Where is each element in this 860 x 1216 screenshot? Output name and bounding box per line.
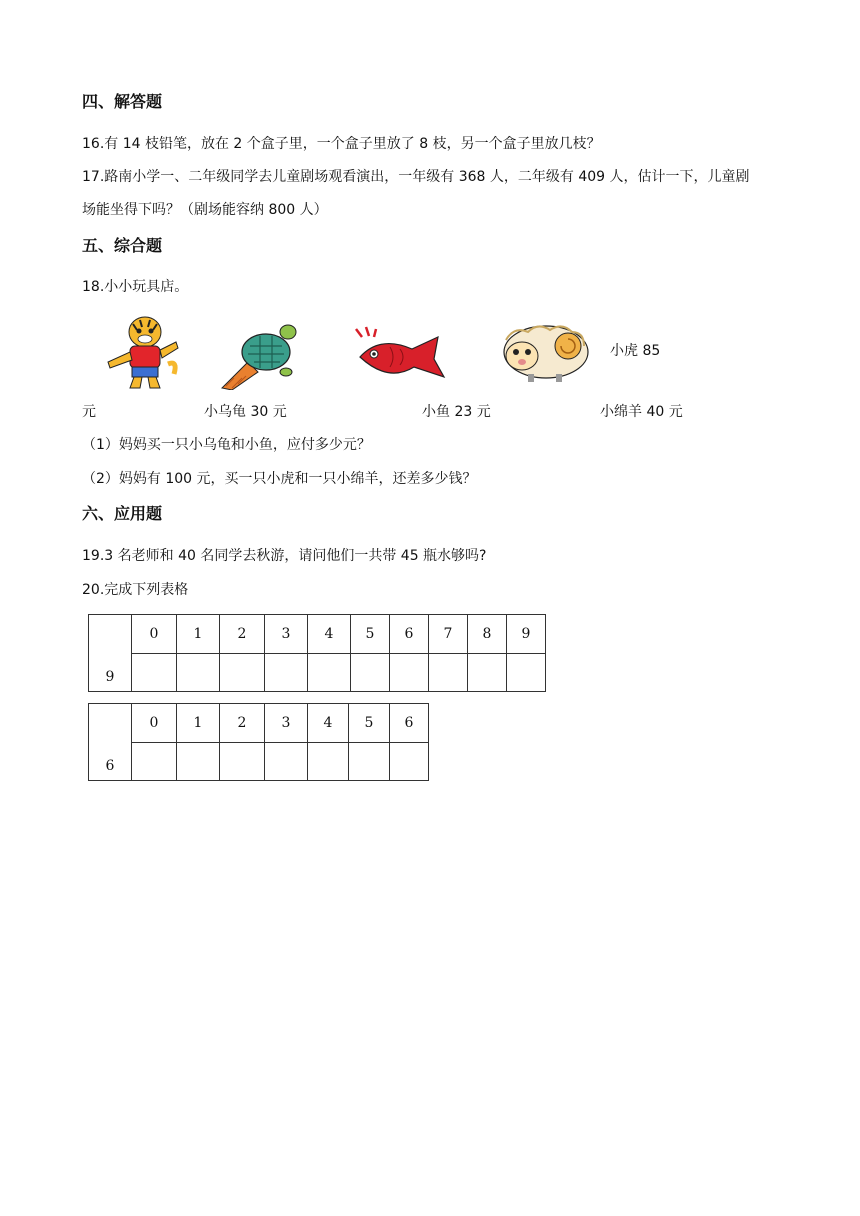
question-17-line2: 场能坐得下吗？（剧场能容纳 800 人） xyxy=(82,202,328,218)
table-header-cell: 1 xyxy=(177,704,220,743)
answer-cell[interactable] xyxy=(349,742,390,781)
answer-cell[interactable] xyxy=(351,653,390,692)
question-16: 16.有 14 枝铅笔，放在 2 个盒子里，一个盒子里放了 8 枝，另一个盒子里放几枝？ xyxy=(82,136,601,152)
table-header-cell: 4 xyxy=(308,704,349,743)
answer-cell[interactable] xyxy=(177,742,220,781)
fish-toy-image xyxy=(350,325,446,385)
table-header-cell: 6 xyxy=(390,704,429,743)
table-header-cell: 9 xyxy=(507,615,546,654)
question-19: 19.3 名老师和 40 名同学去秋游，请问他们一共带 45 瓶水够吗? xyxy=(82,548,487,564)
fish-price: 小鱼 23 元 xyxy=(422,404,491,420)
tiger-price-unit: 元 xyxy=(82,404,96,420)
answer-cell[interactable] xyxy=(220,742,265,781)
multiplication-table-6 xyxy=(88,703,429,781)
answer-cell[interactable] xyxy=(308,653,351,692)
section-title-4: 四、解答题 xyxy=(82,92,163,111)
answer-cell[interactable] xyxy=(468,653,507,692)
section-title-5: 五、综合题 xyxy=(82,236,163,255)
table-header-cell: 5 xyxy=(349,704,390,743)
turtle-toy-image xyxy=(218,322,300,390)
table-header-cell: 1 xyxy=(177,615,220,654)
question-20: 20.完成下列表格 xyxy=(82,582,189,598)
answer-cell[interactable] xyxy=(308,742,349,781)
answer-cell[interactable] xyxy=(429,653,468,692)
answer-cell[interactable] xyxy=(177,653,220,692)
answer-cell[interactable] xyxy=(132,742,177,781)
table-header-cell: 2 xyxy=(220,704,265,743)
table-header-cell: 2 xyxy=(220,615,265,654)
answer-cell[interactable] xyxy=(390,742,429,781)
multiplication-table-9 xyxy=(88,614,546,692)
question-18: 18.小小玩具店。 xyxy=(82,279,189,295)
table-header-cell: 0 xyxy=(132,615,177,654)
answer-cell[interactable] xyxy=(132,653,177,692)
turtle-price: 小乌龟 30 元 xyxy=(204,404,287,420)
table-header-cell: 3 xyxy=(265,704,308,743)
table-header-cell: 0 xyxy=(132,704,177,743)
table-header-cell: 7 xyxy=(429,615,468,654)
table-row-label: 6 xyxy=(89,704,132,781)
answer-cell[interactable] xyxy=(390,653,429,692)
table-header-cell: 6 xyxy=(390,615,429,654)
answer-cell[interactable] xyxy=(220,653,265,692)
tiger-toy-image xyxy=(98,312,188,392)
table-header-cell: 8 xyxy=(468,615,507,654)
question-18-1: （1）妈妈买一只小乌龟和小鱼，应付多少元？ xyxy=(82,437,371,453)
table-header-cell: 5 xyxy=(351,615,390,654)
answer-cell[interactable] xyxy=(507,653,546,692)
tiger-price: 小虎 85 xyxy=(610,343,661,359)
section-title-6: 六、应用题 xyxy=(82,504,163,523)
table-row-label: 9 xyxy=(89,615,132,692)
sheep-toy-image xyxy=(492,320,592,384)
sheep-price: 小绵羊 40 元 xyxy=(600,404,683,420)
question-18-2: （2）妈妈有 100 元，买一只小虎和一只小绵羊，还差多少钱？ xyxy=(82,471,477,487)
table-header-cell: 3 xyxy=(265,615,308,654)
question-17-line1: 17.路南小学一、二年级同学去儿童剧场观看演出，一年级有 368 人，二年级有 409 人，估计一下，儿童剧 xyxy=(82,169,750,185)
table-header-cell: 4 xyxy=(308,615,351,654)
answer-cell[interactable] xyxy=(265,653,308,692)
answer-cell[interactable] xyxy=(265,742,308,781)
